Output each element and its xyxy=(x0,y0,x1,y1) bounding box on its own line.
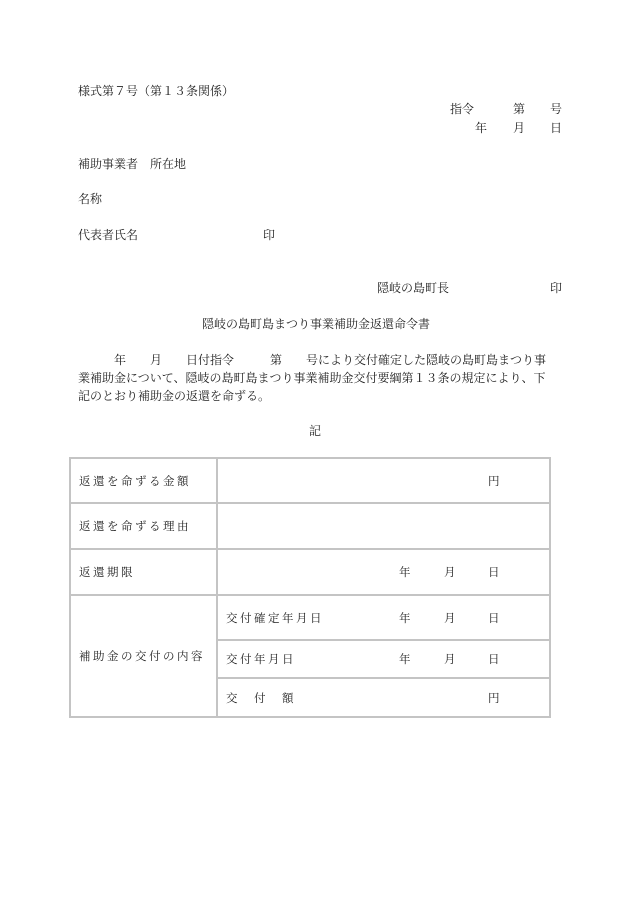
deadline-month: 月 xyxy=(444,565,456,579)
table-row-reason xyxy=(70,503,550,549)
representative-seal: 印 xyxy=(263,228,276,242)
document-title xyxy=(0,317,630,331)
grant-amount-label: 交 付 額 xyxy=(226,690,296,705)
table-row-amount xyxy=(70,458,550,503)
ki-heading: 記 xyxy=(308,424,321,438)
deadline-value-cell[interactable] xyxy=(217,549,550,595)
reason-label: 返還を命ずる理由 xyxy=(70,503,217,549)
grant-content-label: 補助金の交付の内容 xyxy=(70,595,217,717)
amount-label: 返還を命ずる金額 xyxy=(70,458,217,503)
grant-day: 日 xyxy=(488,652,500,666)
form-number: 様式第７号（第１３条関係） xyxy=(78,84,235,98)
table-row-grant-confirm-date xyxy=(70,595,550,640)
order-dai: 第 xyxy=(513,102,526,116)
order-go: 号 xyxy=(550,102,563,116)
table-row-deadline xyxy=(70,549,550,595)
issuer-seal: 印 xyxy=(550,281,563,295)
amount-value-cell[interactable] xyxy=(217,458,550,503)
grant-confirm-month: 月 xyxy=(444,610,456,625)
address-label: 所在地 xyxy=(150,157,187,171)
deadline-year: 年 xyxy=(399,565,411,579)
refund-detail-table xyxy=(69,457,551,718)
body-line-3: 記のとおり補助金の返還を命ずる。 xyxy=(78,389,271,403)
body-paragraph xyxy=(78,351,568,405)
date-month: 月 xyxy=(513,121,526,135)
grant-confirm-date-cell[interactable] xyxy=(217,595,550,640)
grant-amount-unit: 円 xyxy=(488,690,500,705)
date-year: 年 xyxy=(475,121,488,135)
body-line-1: 年 月 日付指令 第 号により交付確定した隠岐の島町島まつり事 xyxy=(78,353,547,367)
grant-year: 年 xyxy=(399,652,411,666)
document-title-text: 隠岐の島町島まつり事業補助金返還命令書 xyxy=(201,317,430,331)
deadline-label: 返還期限 xyxy=(70,549,217,595)
grant-confirm-day: 日 xyxy=(488,610,500,625)
grant-month: 月 xyxy=(444,652,456,666)
reason-value-cell[interactable] xyxy=(217,503,550,549)
body-line-2: 業補助金について、隠岐の島町島まつり事業補助金交付要綱第１３条の規定により、下 xyxy=(78,371,546,385)
deadline-day: 日 xyxy=(488,565,500,579)
date-day: 日 xyxy=(550,121,563,135)
grant-confirm-year: 年 xyxy=(399,610,411,625)
grant-confirm-date-label: 交付確定年月日 xyxy=(226,610,324,625)
representative-label: 代表者氏名 xyxy=(78,228,139,242)
grant-date-label: 交付年月日 xyxy=(226,652,296,666)
issuer-name: 隠岐の島町長 xyxy=(377,281,450,295)
recipient-label: 補助事業者 xyxy=(78,157,139,171)
grant-date-cell[interactable] xyxy=(217,640,550,678)
grant-amount-cell[interactable] xyxy=(217,678,550,717)
amount-unit: 円 xyxy=(488,473,500,488)
order-prefix: 指令 xyxy=(450,102,475,116)
name-label: 名称 xyxy=(78,192,103,206)
